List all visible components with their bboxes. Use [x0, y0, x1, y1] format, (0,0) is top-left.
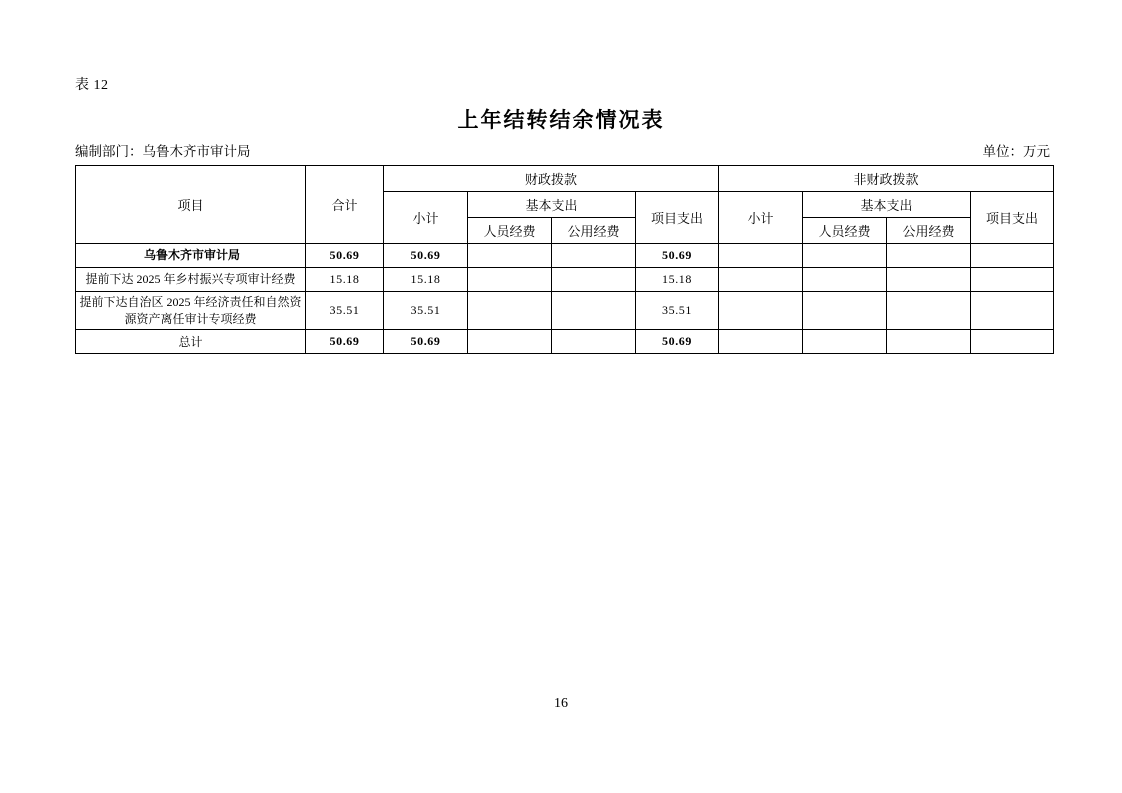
- carryover-balance-table: [75, 165, 1054, 354]
- header-nonfiscal-subtotal: 小计: [719, 192, 803, 244]
- row-fiscal-public: [552, 292, 636, 330]
- row-nonfiscal-public: [887, 244, 971, 268]
- row-item-name: 提前下达自治区 2025 年经济责任和自然资源资产离任审计专项经费: [76, 292, 306, 330]
- row-fiscal-personnel: [468, 292, 552, 330]
- row-fiscal-project: 15.18: [636, 268, 719, 292]
- row-nonfiscal-subtotal: [719, 292, 803, 330]
- header-nonfiscal-public: 公用经费: [887, 218, 971, 244]
- header-fiscal-personnel: 人员经费: [468, 218, 552, 244]
- total-row-fiscal-personnel: [468, 330, 552, 354]
- row-nonfiscal-subtotal: [719, 268, 803, 292]
- header-fiscal-public: 公用经费: [552, 218, 636, 244]
- total-row-nonfiscal-subtotal: [719, 330, 803, 354]
- row-total: 15.18: [306, 268, 384, 292]
- row-fiscal-personnel: [468, 268, 552, 292]
- row-nonfiscal-public: [887, 268, 971, 292]
- row-fiscal-subtotal: 35.51: [384, 292, 468, 330]
- table-total-row: [76, 330, 1054, 354]
- row-nonfiscal-project: [971, 244, 1054, 268]
- row-item-name: 乌鲁木齐市审计局: [76, 244, 306, 268]
- row-nonfiscal-personnel: [803, 244, 887, 268]
- header-nonfiscal-personnel: 人员经费: [803, 218, 887, 244]
- row-nonfiscal-subtotal: [719, 244, 803, 268]
- header-fiscal-basic: 基本支出: [468, 192, 636, 218]
- header-nonfiscal-group: 非财政拨款: [719, 166, 1054, 192]
- row-total: 35.51: [306, 292, 384, 330]
- table-row: [76, 268, 1054, 292]
- row-nonfiscal-personnel: [803, 268, 887, 292]
- row-fiscal-public: [552, 268, 636, 292]
- total-row-nonfiscal-personnel: [803, 330, 887, 354]
- row-total: 50.69: [306, 244, 384, 268]
- row-fiscal-subtotal: 50.69: [384, 244, 468, 268]
- row-nonfiscal-project: [971, 292, 1054, 330]
- header-total: 合计: [306, 166, 384, 244]
- department-label: 编制部门：乌鲁木齐市审计局: [75, 144, 251, 159]
- total-row-total: 50.69: [306, 330, 384, 354]
- header-nonfiscal-project: 项目支出: [971, 192, 1054, 244]
- table-row: [76, 292, 1054, 330]
- header-nonfiscal-basic: 基本支出: [803, 192, 971, 218]
- total-row-fiscal-public: [552, 330, 636, 354]
- row-nonfiscal-project: [971, 268, 1054, 292]
- row-nonfiscal-public: [887, 292, 971, 330]
- row-fiscal-project: 35.51: [636, 292, 719, 330]
- row-item-name: 提前下达 2025 年乡村振兴专项审计经费: [76, 268, 306, 292]
- table-row: [76, 244, 1054, 268]
- unit-label: 单位：万元: [982, 144, 1050, 159]
- meta-row: [75, 140, 1050, 160]
- header-fiscal-subtotal: 小计: [384, 192, 468, 244]
- table-header-row-1: [76, 166, 1054, 192]
- header-fiscal-project: 项目支出: [636, 192, 719, 244]
- row-fiscal-subtotal: 15.18: [384, 268, 468, 292]
- row-fiscal-public: [552, 244, 636, 268]
- header-item: 项目: [76, 166, 306, 244]
- row-nonfiscal-personnel: [803, 292, 887, 330]
- total-row-nonfiscal-public: [887, 330, 971, 354]
- row-fiscal-project: 50.69: [636, 244, 719, 268]
- page-number: 16: [554, 696, 568, 711]
- total-row-fiscal-subtotal: 50.69: [384, 330, 468, 354]
- total-row-label: 总计: [76, 330, 306, 354]
- total-row-nonfiscal-project: [971, 330, 1054, 354]
- sheet-label: 表 12: [75, 78, 109, 93]
- total-row-fiscal-project: 50.69: [636, 330, 719, 354]
- page-title: 上年结转结余情况表: [457, 108, 665, 132]
- row-fiscal-personnel: [468, 244, 552, 268]
- header-fiscal-group: 财政拨款: [384, 166, 719, 192]
